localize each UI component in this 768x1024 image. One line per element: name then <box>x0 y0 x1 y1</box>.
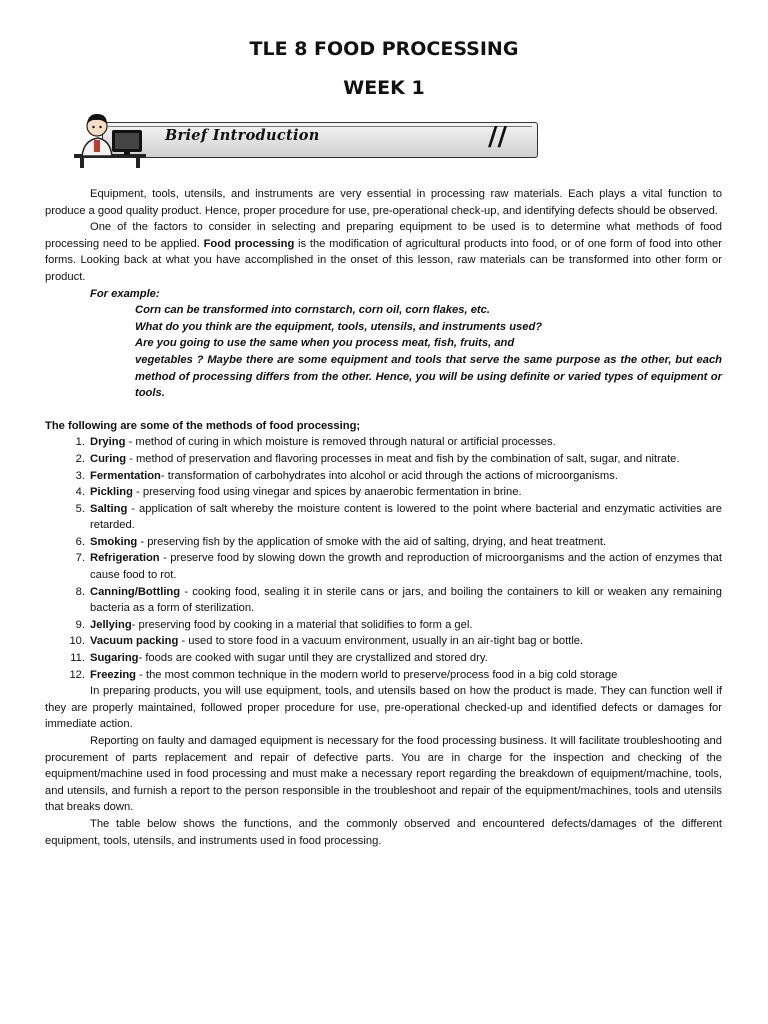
closing-paragraph-2: Reporting on faulty and damaged equipment is necessary for the food processing business. It will facilitate troubleshooting and procurement of parts replacement and repair of defective parts. You are in charge for the inspection and checking of the equipment/machine used in food processing and must make a necessary report regarding the breakdown of equipment/machine, tools, and utensils, and furnish a report to the person responsible in the troubleshoot and repair of the equipment/machines, tools and utensils that breaks down. <box>45 735 722 814</box>
method-term: Curing <box>90 452 127 465</box>
list-number: 6. <box>75 535 85 548</box>
method-description: - preserve food by slowing down the growth and reproduction of microorganisms and the action of enzymes that cause food to rot. <box>90 552 722 582</box>
document-body <box>45 186 722 849</box>
closing-paragraph-1: In preparing products, you will use equipment, tools, and utensils based on how the product is made. They can function well if they are properly maintained, followed proper procedure for use, pre-operational checked-up and identified defects or damages for immediate action. <box>45 685 722 731</box>
list-number: 12. <box>69 668 85 681</box>
method-description: - method of curing in which moisture is removed through natural or artificial processes. <box>125 436 556 449</box>
method-description: - the most common technique in the modern world to preserve/process food in a big cold storage <box>136 668 618 681</box>
list-item <box>45 451 722 468</box>
week-heading: WEEK 1 <box>343 77 425 99</box>
method-term: Smoking <box>90 535 138 548</box>
list-item <box>45 434 722 451</box>
spacer <box>45 402 722 418</box>
intro-paragraph-1: Equipment, tools, utensils, and instruments are very essential in processing raw materials. Each plays a vital function to produce a good quality product. Hence, proper procedure for use, pre-operational check-up, and identifying defects should be observed. <box>45 188 722 217</box>
list-item <box>45 501 722 534</box>
list-item <box>45 468 722 485</box>
list-item <box>45 633 722 650</box>
method-term: Canning/Bottling <box>90 585 181 598</box>
method-term: Refrigeration <box>90 552 160 565</box>
list-number: 4. <box>75 486 85 499</box>
method-description: - preserving food using vinegar and spices by anaerobic fermentation in brine. <box>132 486 522 499</box>
method-description: - preserving food by cooking in a material that solidifies to form a gel. <box>131 618 473 631</box>
method-term: Jellying <box>90 618 132 631</box>
method-description: - method of preservation and flavoring processes in meat and fish by the combination of salt, sugar, and nitrate. <box>126 452 680 465</box>
intro-paragraph-2 <box>45 219 722 285</box>
example-line: Corn can be transformed into cornstarch, corn oil, corn flakes, etc. <box>135 304 490 317</box>
list-item <box>45 650 722 667</box>
list-number: 3. <box>75 469 85 482</box>
list-number: 8. <box>75 585 85 598</box>
list-number: 1. <box>75 436 85 449</box>
intro-p2-text-a: One of the factors to consider in selecting and preparing equipment to be used is to determine what methods of food processing need to be applied. <box>45 221 722 250</box>
list-item <box>45 550 722 583</box>
method-term: Fermentation <box>90 469 161 482</box>
list-number: 7. <box>75 552 85 565</box>
brief-introduction-banner <box>58 110 542 168</box>
closing-paragraph-3: The table below shows the functions, and the commonly observed and encountered defects/damages of the different equipment, tools, utensils, and instruments used in food processing. <box>45 817 722 847</box>
method-description: - used to store food in a vacuum environment, usually in an air-tight bag or bottle. <box>178 635 584 648</box>
method-description: - cooking food, sealing it in sterile cans or jars, and boiling the containers to kill or weaken any remaining bacteria as a form of sterilization. <box>90 585 722 615</box>
example-line: What do you think are the equipment, tools, utensils, and instruments used? <box>135 320 543 333</box>
method-description: - preserving fish by the application of smoke with the aid of salting, drying, and heat treatment. <box>137 535 607 548</box>
list-number: 5. <box>75 502 85 515</box>
methods-heading: The following are some of the methods of food processing; <box>45 419 361 432</box>
banner-label: Brief Introduction <box>165 127 320 144</box>
list-number: 2. <box>75 452 85 465</box>
method-term: Freezing <box>90 668 137 681</box>
method-term: Drying <box>90 436 126 449</box>
method-term: Salting <box>90 502 128 515</box>
food-processing-term: Food processing <box>203 237 295 250</box>
method-term: Pickling <box>90 486 133 499</box>
document-title: TLE 8 FOOD PROCESSING <box>249 38 519 60</box>
list-item <box>45 617 722 634</box>
example-line: vegetables ? Maybe there are some equipment and tools that serve the same purpose as the other, but each method of processing differs from the other. Hence, you will be using definite or varied types of equipment or tools. <box>135 353 722 400</box>
list-number: 9. <box>75 618 85 631</box>
list-number: 10. <box>69 635 85 648</box>
method-term: Sugaring <box>90 652 139 665</box>
person-at-computer-icon <box>60 110 160 168</box>
method-description: - foods are cooked with sugar until they are crystallized and stored dry. <box>138 652 488 665</box>
method-description: - transformation of carbohydrates into alcohol or acid through the actions of microorganisms. <box>160 469 618 482</box>
banner-slash-mark: // <box>488 122 507 152</box>
methods-list <box>45 434 722 683</box>
method-description: - application of salt whereby the moisture content is lowered to the point where bacterial and enzymatic activities are retarded. <box>90 502 722 532</box>
example-label: For example: <box>90 287 160 300</box>
list-item <box>45 484 722 501</box>
example-line: Are you going to use the same when you process meat, fish, fruits, and <box>135 337 515 350</box>
list-item <box>45 667 722 684</box>
list-number: 11. <box>70 652 85 665</box>
method-term: Vacuum packing <box>90 635 179 648</box>
list-item <box>45 584 722 617</box>
intro-p2-text-b: is the modification of agricultural products into food, or of one form of food into other forms. Looking back at what you have accomplished in the onset of this lesson, raw materials can be transformed into other form or product. <box>45 237 722 283</box>
list-item <box>45 534 722 551</box>
